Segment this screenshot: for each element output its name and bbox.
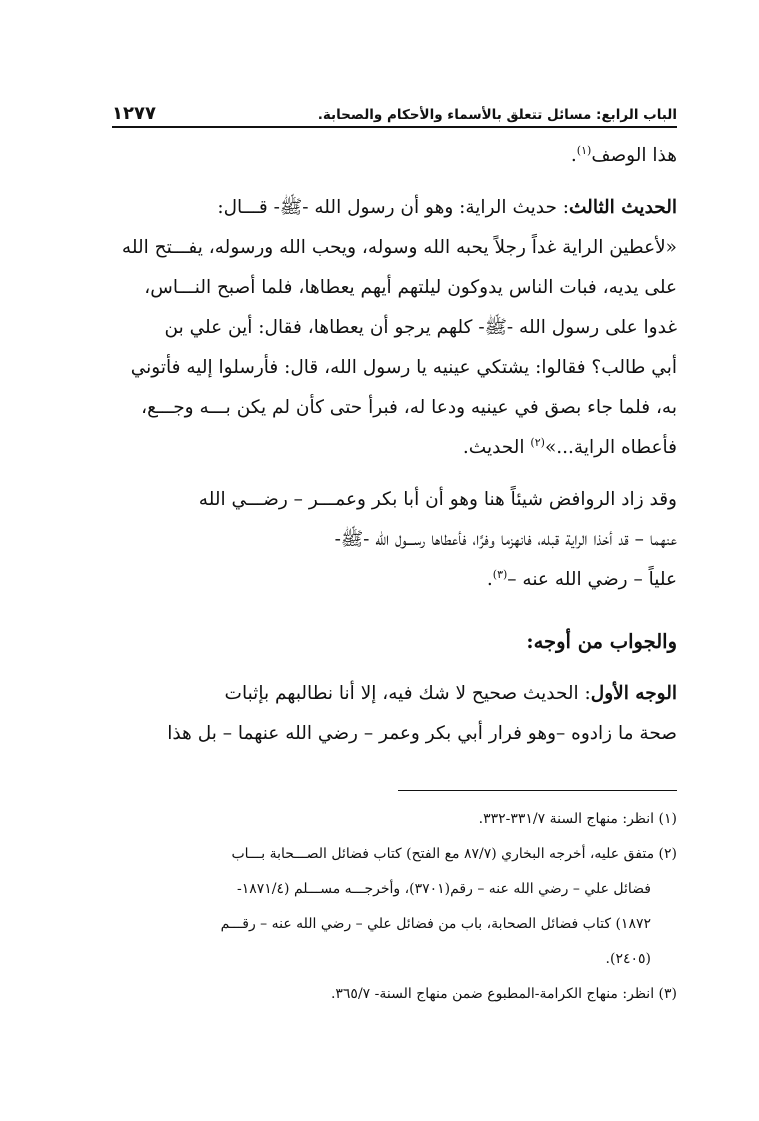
footnote-2-line-1: (٢) متفق عليه، أخرجه البخاري (٨٧/٧ مع الفتح) كتاب فضائل الصـــحابة بـــاب — [231, 846, 677, 862]
footnote-3: (٣) انظر: منهاج الكرامة-المطبوع ضمن منهاج السنة- ٣٦٥/٧. — [330, 986, 677, 1002]
first-aspect-line — [106, 674, 677, 714]
first-aspect-line-2: صحة ما زادوه –وهو فرار أبي بكر وعمر – رضي الله عنهما – بل هذا — [167, 723, 677, 744]
quote-line-1: «لأعطين الراية غداً رجلاً يحبه الله وسوله، ويحب الله ورسوله، يفـــتح الله — [121, 237, 677, 258]
chapter-title: الباب الرابع: مسائل تتعلق بالأسماء والأحكام والصحابة. — [317, 107, 677, 123]
footnotes — [106, 802, 677, 1012]
quote-end-tail: الحديث. — [462, 437, 531, 458]
page-number: ١٢٧٧ — [112, 103, 156, 124]
para2-end-tail: . — [486, 569, 493, 590]
footnote-2-line-2: فضائل علي – رضي الله عنه – رقم(٣٧٠١)، وأخرجـــه مســـلم (١٨٧١/٤- — [236, 881, 651, 897]
hadith-three-label: الحديث الثالث — [569, 197, 677, 218]
main-text — [106, 136, 677, 754]
footnote-ref-3: (٣) — [492, 567, 508, 581]
answer-heading: والجواب من أوجه: — [526, 630, 677, 653]
quote-line-4: أبي طالب؟ فقالوا: يشتكي عينيه يا رسول الله، قال: فأرسلوا إليه فأتوني — [130, 357, 677, 378]
first-aspect-text: : الحديث صحيح لا شك فيه، إلا أنا نطالبهم بإثبات — [224, 683, 591, 704]
quote-line-6 — [106, 428, 677, 468]
hadith-three-heading-line — [106, 188, 677, 228]
intro-text: هذا الوصف — [591, 145, 677, 166]
footnote-ref-2: (٢) — [530, 435, 545, 449]
intro-line — [106, 136, 677, 176]
first-aspect-label: الوجه الأول — [590, 683, 677, 704]
footnote-1: (١) انظر: منهاج السنة ٣٣١/٧-٣٣٢. — [478, 811, 677, 827]
hadith-three-text: : حديث الراية: وهو أن رسول الله -ﷺ- قـــال: — [217, 197, 570, 218]
footnote-2-line-4: (٢٤٠٥). — [605, 951, 651, 967]
para2-line-1: وقد زاد الروافض شيئاً هنا وهو أن أبا بكر وعمـــر – رضـــي الله — [198, 489, 677, 510]
intro-end: . — [570, 145, 577, 166]
footnote-ref-1: (١) — [576, 143, 592, 157]
footnote-2-line-3: ١٨٧٢) كتاب فضائل الصحابة، باب من فضائل علي – رضي الله عنه – رقـــم — [220, 916, 651, 932]
footnote-divider — [398, 790, 677, 791]
para2-end-text: علياً – رضي الله عنه – — [507, 569, 677, 590]
para2-line-3 — [106, 560, 677, 600]
quote-line-5: به، فلما جاء بصق في عينيه ودعا له، فبرأ حتى كأن لم يكن بـــه وجـــع، — [141, 397, 677, 418]
quote-line-3: غدوا على رسول الله -ﷺ- كلهم يرجو أن يعطاها، فقال: أين علي بن — [164, 317, 677, 338]
running-header — [112, 102, 677, 128]
quote-end-text: فأعطاه الراية...» — [544, 437, 677, 458]
para2-line-2: عنهما – قد أخذا الراية قبله، فانهزما وفرَّا، فأعطاها رســـول الله -ﷺ- — [334, 529, 677, 550]
quote-line-2: على يديه، فبات الناس يدوكون ليلتهم أيهم يعطاها، فلما أصبح النـــاس، — [144, 277, 677, 298]
